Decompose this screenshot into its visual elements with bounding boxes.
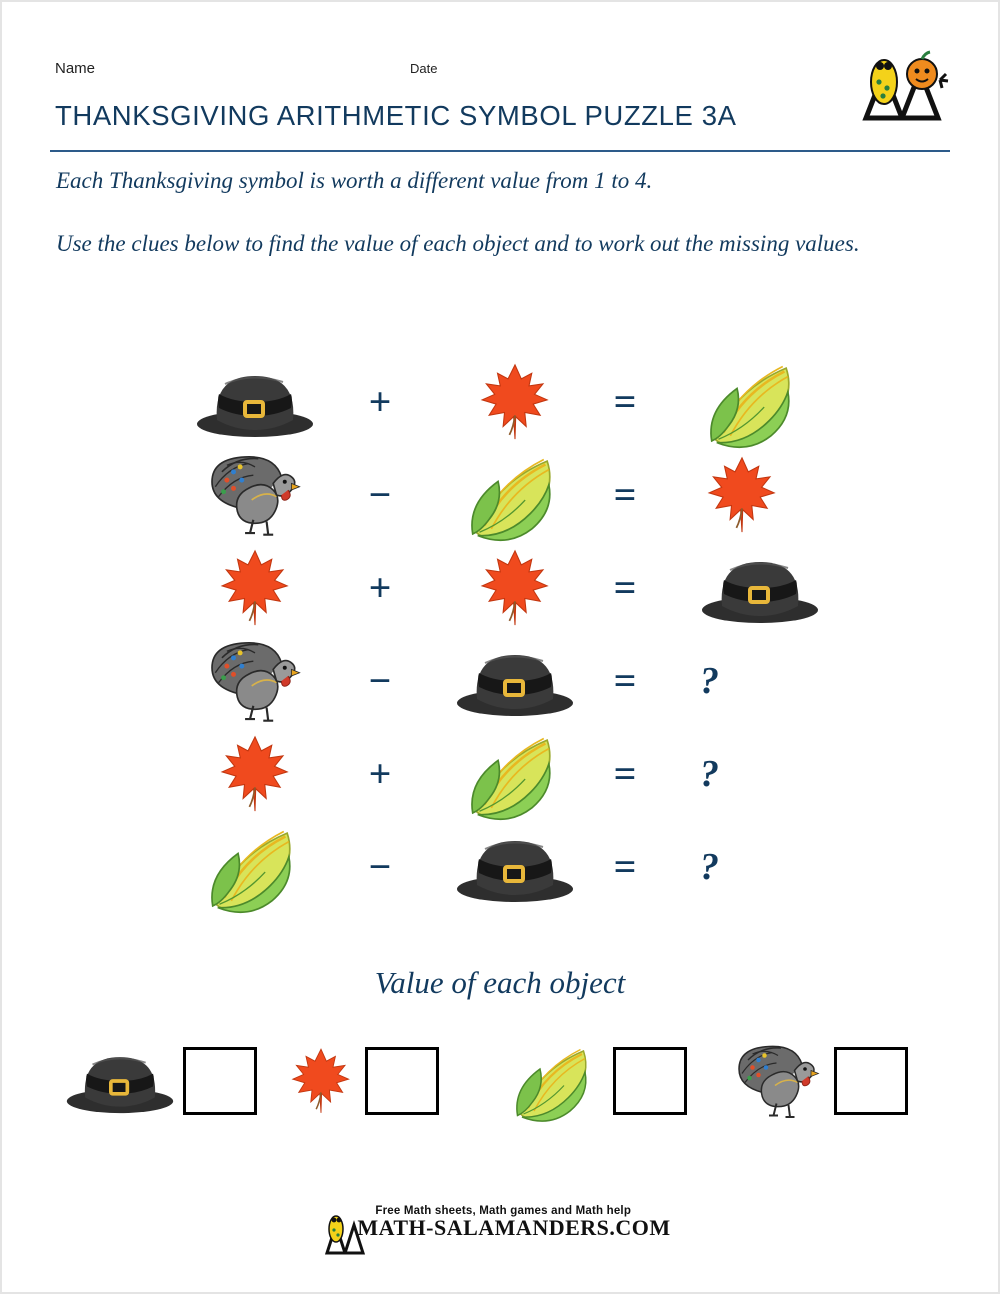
equals-sign: = <box>613 750 637 796</box>
hat-icon <box>680 541 850 634</box>
footer <box>0 1205 1000 1265</box>
equals-sign: = <box>613 657 637 703</box>
leaf-icon <box>430 355 600 448</box>
hat-icon <box>430 820 600 913</box>
equation-row <box>150 634 850 727</box>
corn-icon <box>430 727 600 820</box>
equals-sign: = <box>613 471 637 517</box>
equations-area <box>150 355 850 915</box>
value-item-turkey <box>730 1028 908 1133</box>
hat-icon <box>430 634 600 727</box>
hat-icon <box>65 1044 175 1118</box>
operator-minus: − <box>368 471 392 517</box>
leaf-icon <box>430 541 600 634</box>
value-item-corn <box>505 1028 687 1133</box>
math-salamanders-logo-icon <box>862 52 954 124</box>
instruction-line-1: Each Thanksgiving symbol is worth a different value from 1 to 4. <box>56 168 653 193</box>
title-divider <box>50 150 950 152</box>
footer-tagline: Free Math sheets, Math games and Math help <box>375 1205 632 1217</box>
turkey-icon <box>730 1042 826 1120</box>
answer-question-mark: ? <box>700 845 719 888</box>
value-item-hat <box>65 1028 257 1133</box>
equals-sign: = <box>613 843 637 889</box>
answer-question-mark: ? <box>700 752 719 795</box>
leaf-icon <box>170 541 340 634</box>
operator-minus: − <box>368 843 392 889</box>
salamander-logo-icon <box>325 1211 371 1257</box>
leaf-icon <box>680 448 850 541</box>
corn-icon <box>505 1042 605 1120</box>
answer-box-leaf[interactable] <box>365 1047 439 1115</box>
corn-icon <box>430 448 600 541</box>
value-answer-row <box>55 1028 945 1133</box>
corn-icon <box>170 820 340 913</box>
operator-plus: + <box>368 564 392 610</box>
leaf-icon <box>170 727 340 820</box>
operator-plus: + <box>368 750 392 796</box>
answer-box-turkey[interactable] <box>834 1047 908 1115</box>
equals-sign: = <box>613 378 637 424</box>
value-item-leaf <box>285 1028 439 1133</box>
equation-row <box>150 355 850 448</box>
answer-box-hat[interactable] <box>183 1047 257 1115</box>
turkey-icon <box>170 448 340 541</box>
equation-row <box>150 727 850 820</box>
instruction-line-2: Use the clues below to find the value of each object and to work out the missing values. <box>56 231 860 256</box>
date-label: Date <box>410 61 438 76</box>
page-title: THANKSGIVING ARITHMETIC SYMBOL PUZZLE 3A <box>55 100 737 131</box>
operator-plus: + <box>368 378 392 424</box>
operator-minus: − <box>368 657 392 703</box>
hat-icon <box>170 355 340 448</box>
equals-sign: = <box>613 564 637 610</box>
equation-row <box>150 820 850 913</box>
page-border-top <box>0 0 1000 2</box>
page-border-left <box>0 0 2 1294</box>
equation-row <box>150 541 850 634</box>
value-section-title: Value of each object <box>374 965 626 1000</box>
leaf-icon <box>285 1044 357 1118</box>
name-label: Name <box>55 60 96 77</box>
turkey-icon <box>170 634 340 727</box>
footer-url[interactable]: MATH-SALAMANDERS.COM <box>357 1215 671 1240</box>
answer-box-corn[interactable] <box>613 1047 687 1115</box>
equation-row <box>150 448 850 541</box>
answer-question-mark: ? <box>700 659 719 702</box>
corn-icon <box>680 355 850 448</box>
